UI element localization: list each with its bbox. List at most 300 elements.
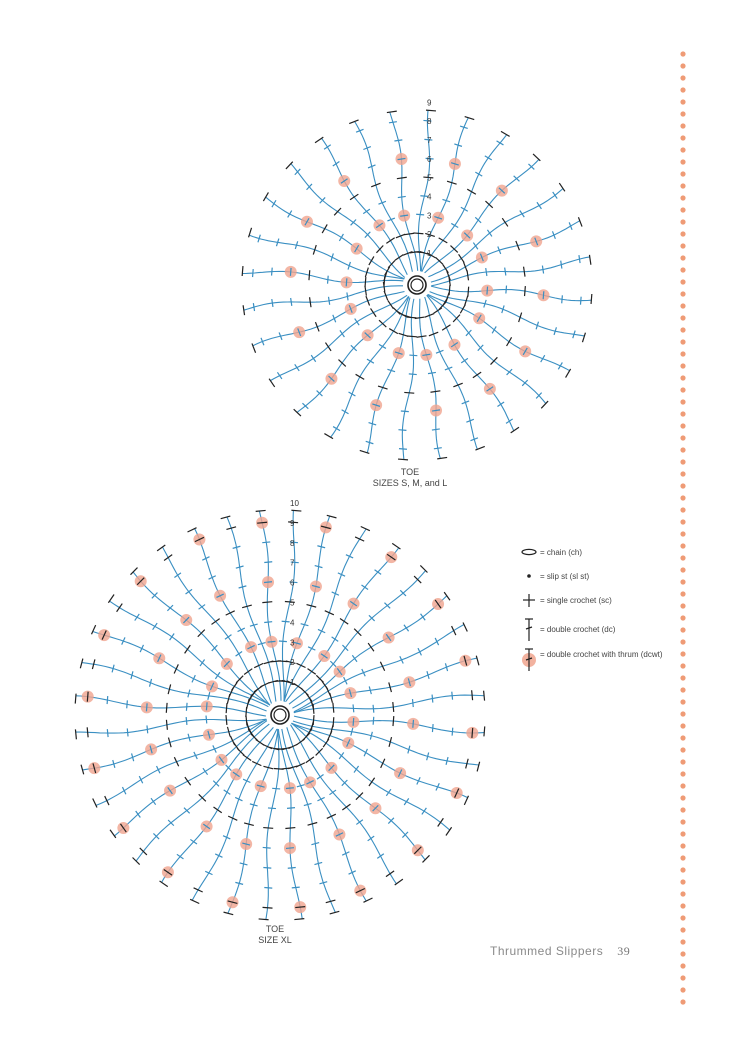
border-dot [680,87,685,92]
row-number: 2 [290,658,295,668]
spoke-end-cap [559,183,565,191]
double-crochet-mark [339,234,343,241]
double-crochet-mark [292,887,300,888]
single-crochet-mark [355,537,364,541]
spoke-end-cap [349,120,358,124]
double-crochet-mark [346,278,347,286]
single-crochet-mark [226,703,227,713]
border-dot [680,399,685,404]
single-crochet-mark [442,325,450,331]
stitch-spoke [160,727,274,886]
border-dot [680,615,685,620]
double-crochet-mark [435,638,438,645]
row-number: 2 [427,230,432,240]
spoke-end-cap [395,879,403,885]
double-crochet-mark [434,448,442,449]
double-crochet-mark [174,573,181,578]
double-crochet-mark [340,330,344,337]
spoke-end-cap [80,659,83,669]
single-crochet-mark [371,308,377,316]
double-crochet-mark [580,297,581,305]
double-crochet-mark [263,847,271,848]
legend-item-double-crochet-thrum [520,647,670,677]
chain-icon [520,545,542,565]
spoke-end-cap [578,217,582,226]
spoke-end-cap [327,515,337,518]
double-crochet-mark [356,820,363,825]
stitch-spoke [293,721,480,771]
border-dot [680,807,685,812]
double-crochet-mark [282,621,290,622]
legend-label: = slip st (sl st) [540,572,590,581]
double-crochet-mark [332,637,339,642]
legend-label: = chain (ch) [540,548,583,557]
stitch-spoke [256,510,285,700]
border-dot [680,831,685,836]
border-dot [680,315,685,320]
stitch-spoke [387,111,420,271]
spoke-end-cap [256,510,266,511]
border-dot [680,771,685,776]
single-crochet-mark [230,736,234,745]
double-crochet-mark [418,648,421,655]
row-number: 1 [290,678,295,688]
double-crochet-mark [475,217,481,222]
double-crochet-mark [151,798,156,805]
double-crochet-mark [404,625,409,632]
legend-label: = double crochet with thrum (dcwt) [540,650,663,659]
spoke-line [292,723,426,860]
border-dot [680,363,685,368]
single-crochet-mark [525,286,526,296]
stitch-spoke [413,110,436,271]
spoke-end-cap [426,110,436,111]
border-dot [680,51,685,56]
single-crochet-icon [520,593,542,613]
double-crochet-mark [288,868,296,869]
single-crochet-mark [407,336,417,337]
stitch-spoke [277,729,306,919]
single-crochet-mark [232,682,238,690]
double-crochet-mark [264,888,272,889]
single-crochet-mark [185,777,191,785]
double-crochet-mark [364,749,367,756]
double-crochet-mark [333,427,340,431]
single-crochet-mark [285,828,295,829]
spoke-end-cap [477,762,480,772]
spoke-end-cap [75,694,76,704]
spoke-line [76,719,267,733]
double-crochet-mark [422,808,427,815]
double-crochet-mark [317,797,324,800]
border-dot [680,411,685,416]
single-crochet-mark [389,329,398,334]
border-dot [680,111,685,116]
single-crochet-mark [338,360,345,367]
stitch-spoke [242,266,403,288]
single-crochet-mark [310,297,311,307]
double-crochet-mark [506,286,507,294]
double-crochet-mark [398,196,406,197]
double-crochet-mark [401,411,409,412]
spoke-line [294,695,484,712]
double-crochet-mark [253,269,254,277]
single-crochet-mark [313,704,314,714]
border-dot [680,159,685,164]
single-crochet-mark [413,233,423,234]
border-dot [680,891,685,896]
double-crochet-mark [236,652,243,657]
spoke-line [294,625,464,712]
single-crochet-mark [306,757,314,763]
double-crochet-mark [461,358,468,362]
spoke-line [192,729,277,900]
double-crochet-mark [492,326,496,333]
border-dot [680,783,685,788]
single-crochet-mark [323,739,329,747]
spoke-end-cap [93,798,97,807]
single-crochet-mark [174,664,178,673]
border-dot [680,435,685,440]
spoke-line [76,696,266,716]
double-crochet-mark [537,202,541,209]
border-dot [680,207,685,212]
double-crochet-mark [562,295,563,303]
spoke-end-cap [465,117,475,120]
border-dot [680,279,685,284]
stitch-spoke [190,729,277,903]
row-number: 4 [290,618,295,628]
spoke-end-cap [437,457,447,458]
border-dot [680,195,685,200]
caption-sizes: SIZE XL [258,935,292,945]
double-crochet-mark [224,790,231,795]
spoke-line [278,729,302,919]
stitch-spoke [286,543,401,701]
double-crochet-mark [170,634,175,641]
double-crochet-mark [416,214,424,215]
single-crochet-mark [294,683,302,689]
single-crochet-mark [404,392,414,393]
spoke-line [266,729,279,920]
single-crochet-mark [262,602,272,603]
double-crochet-mark [399,449,407,450]
single-crochet-mark [417,336,427,337]
spoke-line [259,511,281,701]
border-dot [680,975,685,980]
spoke-end-cap [221,516,231,519]
border-dot [680,603,685,608]
page-number: 39 [617,944,631,958]
double-crochet-mark [355,319,359,326]
spoke-end-cap [422,855,429,862]
spoke-end-cap [444,592,450,600]
double-crochet-mark [177,854,184,859]
double-crochet-mark [347,292,348,300]
double-crochet-mark [287,808,295,809]
border-dot [680,339,685,344]
single-crochet-mark [214,807,222,813]
single-crochet-mark [467,189,476,194]
spoke-line [195,529,272,704]
single-crochet-mark [244,669,252,675]
single-crochet-mark [452,626,456,635]
double-crochet-mark [487,287,488,295]
spoke-line [242,271,403,282]
spoke-line [294,716,484,733]
double-crochet-mark [268,808,276,809]
border-dot [680,447,685,452]
single-crochet-mark [393,716,394,726]
border-dot [680,579,685,584]
double-crochet-mark [127,700,128,708]
double-crochet-mark [409,355,417,356]
stitch-spoke [292,723,469,805]
single-crochet-mark [460,305,465,314]
legend-item-double-crochet [520,617,670,647]
double-crochet-mark [377,854,384,859]
double-crochet-mark [542,266,543,274]
border-dot [680,639,685,644]
stitch-spoke [75,715,266,739]
spoke-line [418,110,429,271]
border-dot [680,795,685,800]
spoke-end-cap [511,427,519,433]
border-dot [680,651,685,656]
single-crochet-mark [472,728,473,738]
single-crochet-mark [365,286,366,296]
double-crochet-mark [286,848,294,849]
double-crochet-mark [579,255,580,263]
single-crochet-mark [226,611,235,615]
double-crochet-mark [506,419,513,423]
border-dot [680,291,685,296]
spoke-line [82,663,267,711]
double-crochet-mark [264,582,272,583]
single-crochet-mark [166,703,167,713]
stitch-spoke [294,655,479,713]
border-dot [680,495,685,500]
double-crochet-mark [203,768,208,775]
double-crochet-mark [146,703,147,711]
spoke-end-cap [446,827,452,835]
border-dot [680,351,685,356]
row-number: 7 [427,136,432,146]
spoke-end-cap [387,111,397,112]
spoke-end-cap [533,154,540,161]
double-crochet-mark [461,207,468,211]
border-dot [680,231,685,236]
spoke-line [114,721,267,836]
row-number: 5 [427,173,432,183]
single-crochet-mark [449,276,450,286]
double-crochet-mark [432,429,440,430]
single-crochet-mark [393,702,394,712]
double-crochet-mark [367,359,374,363]
double-crochet-mark [363,209,370,213]
border-dot [680,867,685,872]
single-crochet-mark [243,755,251,761]
border-dot [680,471,685,476]
double-crochet-mark [317,774,324,779]
single-crochet-mark [194,888,203,892]
double-crochet-mark [413,699,414,707]
spoke-line [93,632,269,707]
double-crochet-mark [361,585,368,590]
double-crochet-mark [352,655,357,662]
double-crochet-mark [368,836,375,841]
row-number: 9 [427,98,432,108]
spoke-end-cap [392,543,400,549]
slip-stitch-icon [520,569,542,589]
double-crochet-mark [206,716,207,724]
border-dot [680,183,685,188]
double-crochet-mark [505,268,506,276]
chart-caption-xl [200,924,350,946]
double-crochet-mark [279,641,287,642]
double-crochet-mark [561,261,562,269]
double-crochet-mark [272,268,273,276]
double-crochet-mark [153,623,158,630]
border-dot [680,687,685,692]
single-crochet-mark [263,744,272,748]
double-crochet-mark [263,867,271,868]
border-dot [680,63,685,68]
double-crochet-mark [329,790,336,795]
toe-chart-xl [75,498,495,925]
border-dot [680,675,685,680]
spoke-line [287,727,366,901]
double-crochet-mark [379,344,386,348]
double-crochet-mark [507,369,512,375]
page-footer [490,944,630,959]
spoke-end-cap [476,656,479,666]
single-crochet-mark [164,555,172,561]
double-crochet-mark [428,372,436,373]
double-crochet-mark [452,692,453,700]
spoke-line [244,286,403,310]
caption-sizes: SIZES S, M, and L [372,478,448,488]
stitch-spoke [422,131,510,271]
spoke-end-cap [463,622,467,631]
stitch-spoke [294,715,485,739]
double-crochet-mark [238,628,245,631]
spoke-line [367,298,410,453]
double-crochet-mark [225,635,232,640]
double-crochet-mark [264,622,272,623]
double-crochet-mark [139,776,142,783]
spoke-end-cap [291,510,301,511]
legend-item-slip-stitch [520,569,670,593]
spoke-line [249,235,404,279]
spoke-line [286,548,399,702]
double-crochet-mark [324,145,331,149]
single-crochet-mark [467,270,468,280]
double-crochet-mark [354,766,359,773]
spoke-end-cap [92,625,96,634]
single-crochet-mark [296,739,304,745]
double-crochet-mark [264,562,272,563]
single-crochet-mark [368,643,374,651]
single-crochet-mark [473,372,481,378]
border-dot [680,507,685,512]
stitch-spoke [281,729,339,914]
row-number: 1 [427,248,432,258]
double-crochet-mark [135,614,140,621]
single-crochet-mark [226,715,227,725]
decorative-dot-border [676,48,690,1008]
border-dot [680,843,685,848]
double-crochet-mark [272,299,273,307]
border-dot [680,951,685,956]
row-number: 9 [290,518,295,528]
single-crochet-mark [263,828,273,829]
double-crochet-mark [205,871,212,874]
border-dot [680,903,685,908]
spoke-end-cap [420,565,427,572]
double-crochet-mark [353,704,354,712]
single-crochet-mark [381,759,385,768]
toe-chart-sml [230,95,610,470]
border-dot [680,459,685,464]
double-crochet-mark [295,364,299,371]
double-crochet-mark [107,729,108,737]
double-crochet-mark [308,647,315,650]
double-crochet-mark [452,728,453,736]
double-crochet-mark [409,374,417,375]
row-number: 8 [290,538,295,548]
spoke-line [133,572,270,705]
single-crochet-mark [395,255,403,261]
single-crochet-mark [365,277,366,287]
spoke-end-cap [582,333,585,343]
double-crochet-mark [413,720,414,728]
double-crochet-mark [389,122,397,123]
stitch-spoke [92,625,269,707]
double-crochet-mark [473,243,477,250]
stitch-spoke [292,592,450,708]
stitch-spoke [294,690,485,714]
double-crochet-thrum-icon [520,647,542,675]
spoke-line [430,292,585,336]
double-crochet-mark [290,268,291,276]
spoke-end-cap [110,830,116,838]
spoke-end-cap [259,919,269,920]
spoke-line [420,299,441,459]
double-crochet-mark [404,798,409,805]
border-dot [680,519,685,524]
border-dot [680,375,685,380]
double-crochet-mark [328,276,329,284]
spoke-line [294,658,477,713]
double-crochet-mark [475,172,482,176]
spoke-line [322,138,408,274]
spoke-line [331,297,409,438]
double-crochet-mark [329,297,330,305]
double-crochet-mark [200,659,205,666]
border-dot [680,243,685,248]
double-crochet-mark [136,811,141,818]
border-dot [680,75,685,80]
double-crochet-mark [386,789,391,796]
row-number: 3 [427,211,432,221]
border-dot [680,531,685,536]
center-ring-inner [411,279,423,291]
stitch-spoke [259,729,284,920]
border-dot [680,963,685,968]
spoke-line [293,721,479,765]
double-crochet-mark [147,725,148,733]
